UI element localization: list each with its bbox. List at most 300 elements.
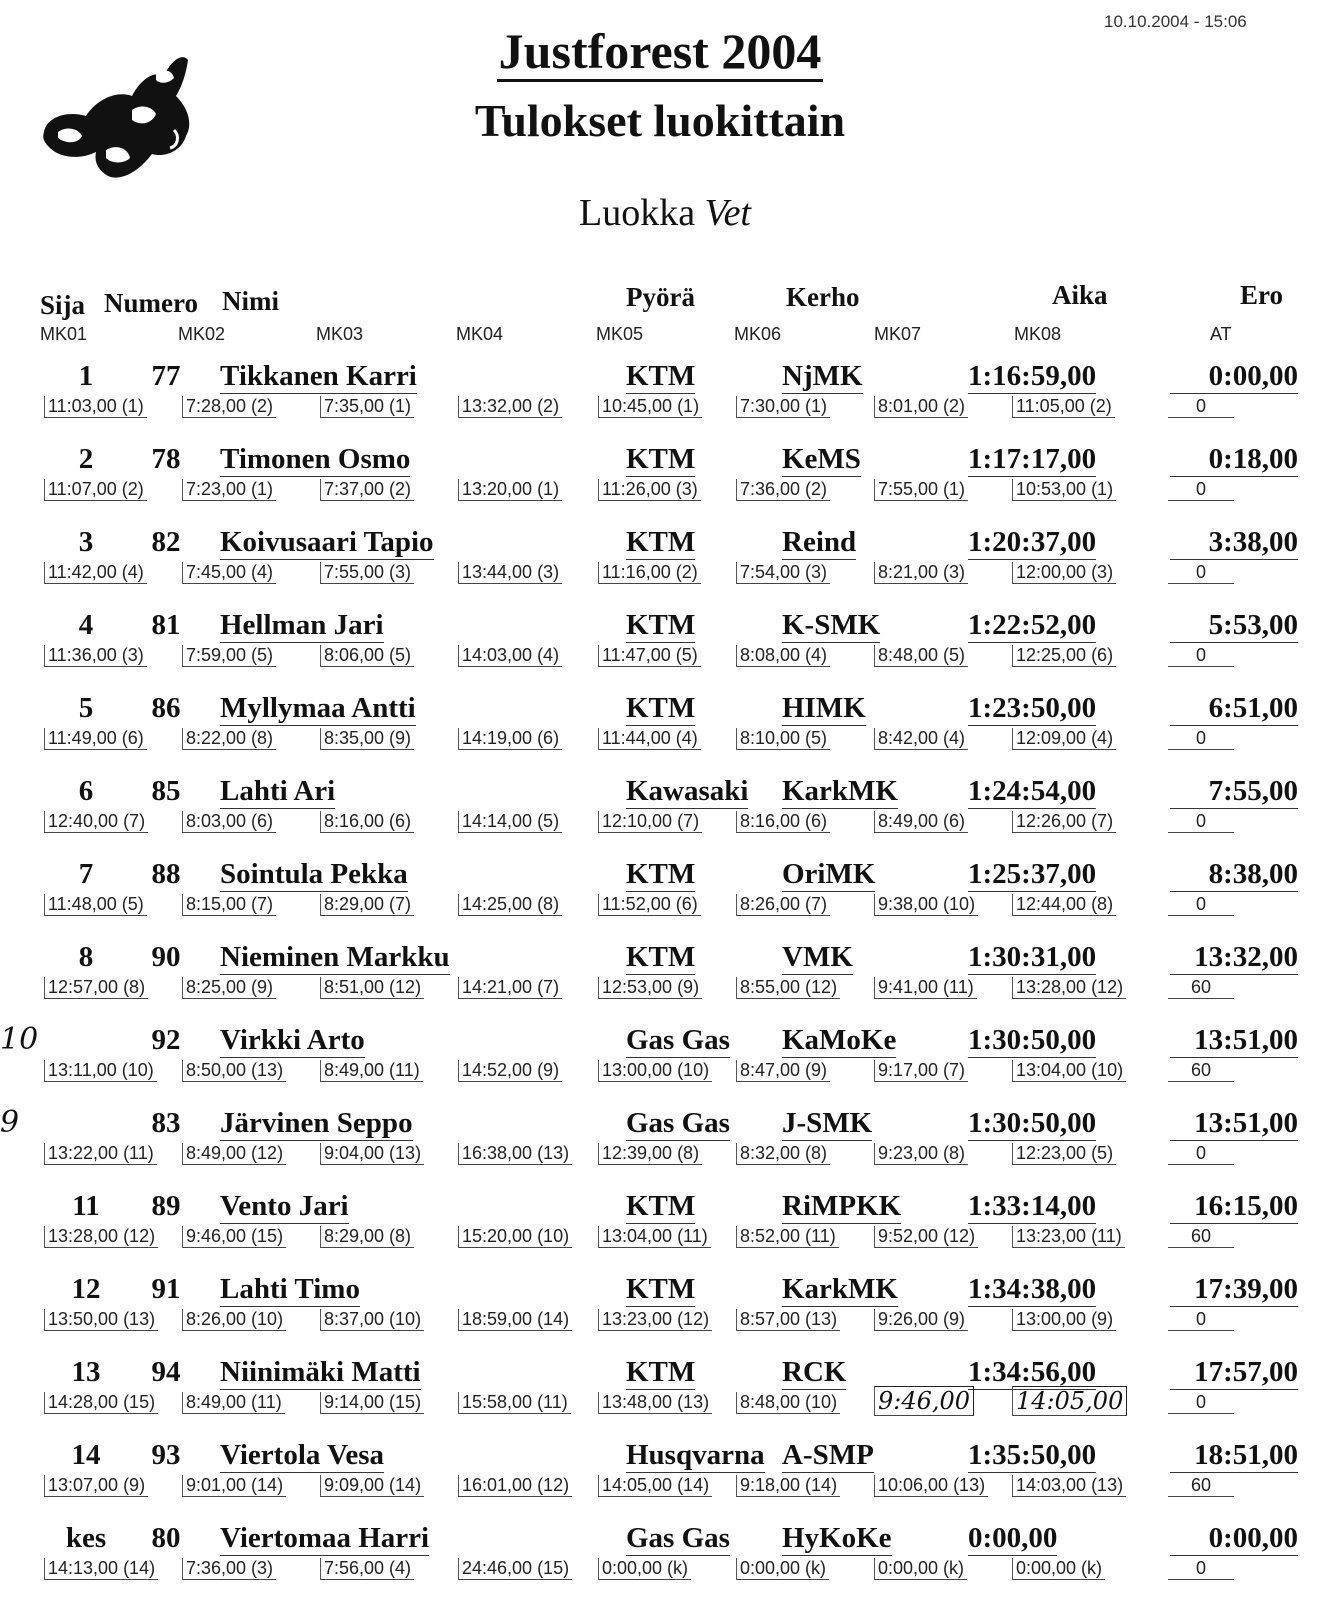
total-time: 0:00,00: [968, 1522, 1058, 1554]
result-row: [0, 1020, 1344, 1103]
rider-club: HIMK: [782, 692, 866, 724]
rider-name: Niinimäki Matti: [220, 1356, 421, 1388]
split-mk07: 9:41,00 (11): [874, 977, 977, 999]
rider-number: 78: [151, 443, 181, 475]
split-at: 0: [1168, 1392, 1234, 1414]
rider-number: 81: [151, 609, 181, 641]
rider-name: Lahti Ari: [220, 775, 336, 807]
rider-bike: Husqvarna: [626, 1439, 765, 1471]
split-mk02: 8:26,00 (10): [182, 1309, 286, 1331]
split-mk01: 11:07,00 (2): [44, 479, 147, 501]
header-mk06: MK06: [734, 324, 782, 344]
split-mk01: 12:57,00 (8): [44, 977, 148, 999]
time-gap: 13:32,00: [1170, 941, 1298, 975]
split-mk07: 9:38,00 (10): [874, 894, 978, 916]
rider-club: RiMPKK: [782, 1190, 902, 1222]
split-mk04: 15:20,00 (10): [458, 1226, 572, 1248]
split-mk07: 9:26,00 (9): [874, 1309, 968, 1331]
split-mk02: 8:22,00 (8): [182, 728, 276, 750]
split-mk03: 7:55,00 (3): [320, 562, 414, 584]
split-mk08: 12:44,00 (8): [1012, 894, 1116, 916]
rider-bike: KTM: [626, 1273, 696, 1305]
result-main-line: [0, 1269, 1344, 1309]
rider-position: 5: [78, 692, 94, 724]
split-mk04: 15:58,00 (11): [458, 1392, 571, 1414]
time-gap: 16:15,00: [1170, 1190, 1298, 1224]
split-times: [44, 1060, 1294, 1084]
rider-position: 8: [78, 941, 94, 973]
rider-club: KeMS: [782, 443, 861, 475]
time-gap: 6:51,00: [1170, 692, 1298, 726]
split-mk07: 0:00,00 (k): [874, 1558, 967, 1580]
result-row: [0, 356, 1344, 439]
split-mk03: 9:14,00 (15): [320, 1392, 424, 1414]
split-mk08: 12:00,00 (3): [1012, 562, 1116, 584]
header-mk03: MK03: [316, 324, 364, 344]
split-mk03: 7:56,00 (4): [320, 1558, 414, 1580]
split-at: 60: [1168, 1060, 1234, 1082]
total-time: 1:30:31,00: [968, 941, 1097, 973]
split-times: [44, 1309, 1294, 1333]
split-mk07: 9:17,00 (7): [874, 1060, 968, 1082]
rider-bike: Gas Gas: [626, 1024, 730, 1056]
split-at: 0: [1168, 1309, 1234, 1331]
page-title-text: Justforest 2004: [497, 23, 824, 82]
total-time: 1:22:52,00: [968, 609, 1097, 641]
split-mk08: 12:23,00 (5): [1012, 1143, 1116, 1165]
split-mk06: 8:16,00 (6): [736, 811, 830, 833]
split-mk01: 11:48,00 (5): [44, 894, 147, 916]
split-mk01: 11:49,00 (6): [44, 728, 147, 750]
time-gap: 8:38,00: [1170, 858, 1298, 892]
header-mk02: MK02: [178, 324, 226, 344]
split-mk06: 0:00,00 (k): [736, 1558, 829, 1580]
total-time: 1:34:38,00: [968, 1273, 1097, 1305]
rider-number: 77: [151, 360, 181, 392]
header-mk01: MK01: [40, 324, 88, 344]
result-main-line: [0, 1020, 1344, 1060]
result-row: [0, 688, 1344, 771]
rider-bike: KTM: [626, 609, 696, 641]
split-mk03: 7:37,00 (2): [320, 479, 414, 501]
rider-number: 85: [151, 775, 181, 807]
split-mk05: 13:00,00 (10): [598, 1060, 712, 1082]
class-label: Luokka: [578, 192, 696, 234]
split-at: 0: [1168, 894, 1234, 916]
split-mk03: 8:35,00 (9): [320, 728, 414, 750]
split-mk05: 11:16,00 (2): [598, 562, 701, 584]
rider-bike: KTM: [626, 526, 696, 558]
rider-position: 4: [78, 609, 94, 641]
split-mk03: 7:35,00 (1): [320, 396, 414, 418]
rider-name: Virkki Arto: [220, 1024, 365, 1056]
result-main-line: [0, 356, 1344, 396]
result-row: [0, 854, 1344, 937]
rider-position: 1: [78, 360, 94, 392]
time-gap: 13:51,00: [1170, 1107, 1298, 1141]
split-mk07: 8:42,00 (4): [874, 728, 968, 750]
header-sija: Sija: [40, 290, 86, 320]
split-mk02: 8:50,00 (13): [182, 1060, 286, 1082]
split-mk06: 8:26,00 (7): [736, 894, 830, 916]
split-mk04: 14:14,00 (5): [458, 811, 562, 833]
result-main-line: [0, 605, 1344, 645]
split-at: 60: [1168, 977, 1234, 999]
rider-bike: KTM: [626, 858, 696, 890]
split-mk03: 8:29,00 (7): [320, 894, 414, 916]
rider-bike: KTM: [626, 443, 696, 475]
result-main-line: [0, 1518, 1344, 1558]
rider-name: Järvinen Seppo: [220, 1107, 413, 1139]
result-main-line: [0, 1435, 1344, 1475]
split-mk01: 13:07,00 (9): [44, 1475, 148, 1497]
header-mk05: MK05: [596, 324, 644, 344]
rider-bike: Gas Gas: [626, 1107, 730, 1139]
split-mk03: 9:09,00 (14): [320, 1475, 424, 1497]
split-mk05: 11:26,00 (3): [598, 479, 701, 501]
rider-bike: Kawasaki: [626, 775, 749, 807]
split-mk05: 11:44,00 (4): [598, 728, 701, 750]
total-time: 1:34:56,00: [968, 1356, 1097, 1388]
rider-name: Myllymaa Antti: [220, 692, 416, 724]
split-mk06: 8:48,00 (10): [736, 1392, 840, 1414]
rider-number: 92: [151, 1024, 181, 1056]
split-times: [44, 1475, 1294, 1499]
split-mk01: 13:50,00 (13): [44, 1309, 158, 1331]
split-mk02: 8:25,00 (9): [182, 977, 276, 999]
time-gap: 7:55,00: [1170, 775, 1298, 809]
split-mk05: 12:39,00 (8): [598, 1143, 702, 1165]
total-time: 1:16:59,00: [968, 360, 1097, 392]
rider-position: 2: [78, 443, 94, 475]
total-time: 1:35:50,00: [968, 1439, 1097, 1471]
split-mk02: 8:49,00 (12): [182, 1143, 286, 1165]
split-mk05: 13:23,00 (12): [598, 1309, 712, 1331]
rider-club: OriMK: [782, 858, 876, 890]
results-subheader: [0, 324, 1344, 348]
rider-number: 80: [151, 1522, 181, 1554]
result-main-line: [0, 771, 1344, 811]
split-mk08: 14:05,00: [1012, 1386, 1127, 1416]
rider-name: Timonen Osmo: [220, 443, 411, 475]
split-mk04: 18:59,00 (14): [458, 1309, 572, 1331]
total-time: 1:30:50,00: [968, 1024, 1097, 1056]
header-mk08: MK08: [1014, 324, 1062, 344]
result-main-line: [0, 937, 1344, 977]
split-mk02: 7:28,00 (2): [182, 396, 276, 418]
split-mk05: 13:48,00 (13): [598, 1392, 712, 1414]
result-row: [0, 439, 1344, 522]
total-time: 1:24:54,00: [968, 775, 1097, 807]
class-name: Vet: [704, 192, 751, 234]
split-mk03: 8:16,00 (6): [320, 811, 414, 833]
split-mk07: 8:49,00 (6): [874, 811, 968, 833]
split-mk04: 16:38,00 (13): [458, 1143, 572, 1165]
split-mk05: 11:52,00 (6): [598, 894, 701, 916]
rider-number: 82: [151, 526, 181, 558]
split-at: 0: [1168, 396, 1234, 418]
split-mk06: 8:57,00 (13): [736, 1309, 840, 1331]
rider-number: 91: [151, 1273, 181, 1305]
header-nimi: Nimi: [222, 286, 279, 316]
result-main-line: [0, 854, 1344, 894]
total-time: 1:20:37,00: [968, 526, 1097, 558]
header-numero: Numero: [104, 288, 198, 318]
time-gap: 17:57,00: [1170, 1356, 1298, 1390]
rider-bike: KTM: [626, 1190, 696, 1222]
split-at: 0: [1168, 811, 1234, 833]
split-mk06: 8:10,00 (5): [736, 728, 830, 750]
split-mk02: 7:36,00 (3): [182, 1558, 276, 1580]
split-times: [44, 645, 1294, 669]
rider-position: 11: [72, 1190, 100, 1222]
split-mk01: 12:40,00 (7): [44, 811, 148, 833]
results-header: [0, 280, 1344, 322]
split-times: [44, 977, 1294, 1001]
rider-bike: KTM: [626, 941, 696, 973]
split-mk04: 14:52,00 (9): [458, 1060, 562, 1082]
result-row: [0, 522, 1344, 605]
total-time: 1:17:17,00: [968, 443, 1097, 475]
result-main-line: [0, 1186, 1344, 1226]
header-mk04: MK04: [456, 324, 504, 344]
split-mk05: 12:10,00 (7): [598, 811, 702, 833]
split-mk03: 8:37,00 (10): [320, 1309, 424, 1331]
result-row: [0, 937, 1344, 1020]
time-gap: 0:18,00: [1170, 443, 1298, 477]
rider-name: Vento Jari: [220, 1190, 349, 1222]
time-gap: 17:39,00: [1170, 1273, 1298, 1307]
split-mk02: 8:49,00 (11): [182, 1392, 285, 1414]
result-row: [0, 1269, 1344, 1352]
split-mk06: 9:18,00 (14): [736, 1475, 840, 1497]
rider-number: 86: [151, 692, 181, 724]
rider-club: J-SMK: [782, 1107, 873, 1139]
split-mk07: 9:52,00 (12): [874, 1226, 978, 1248]
split-mk08: 14:03,00 (13): [1012, 1475, 1126, 1497]
split-mk07: 10:06,00 (13): [874, 1475, 988, 1497]
split-times: [44, 894, 1294, 918]
time-gap: 0:00,00: [1170, 360, 1298, 394]
rider-number: 89: [151, 1190, 181, 1222]
rider-club: KarkMK: [782, 775, 898, 807]
split-times: [44, 1558, 1294, 1582]
split-times: [44, 396, 1294, 420]
time-gap: 5:53,00: [1170, 609, 1298, 643]
split-mk08: 12:09,00 (4): [1012, 728, 1116, 750]
rider-number: 93: [151, 1439, 181, 1471]
split-mk03: 8:29,00 (8): [320, 1226, 414, 1248]
rider-number: 94: [151, 1356, 181, 1388]
split-mk08: 10:53,00 (1): [1012, 479, 1116, 501]
rider-club: NjMK: [782, 360, 863, 392]
result-main-line: [0, 522, 1344, 562]
split-times: [44, 728, 1294, 752]
split-mk03: 9:04,00 (13): [320, 1143, 424, 1165]
print-timestamp: 10.10.2004 - 15:06: [1104, 12, 1247, 31]
split-mk02: 9:46,00 (15): [182, 1226, 286, 1248]
split-times: [44, 1226, 1294, 1250]
header-ero: Ero: [1240, 280, 1284, 310]
split-mk02: 7:23,00 (1): [182, 479, 276, 501]
split-mk02: 8:03,00 (6): [182, 811, 276, 833]
split-mk08: 13:00,00 (9): [1012, 1309, 1116, 1331]
split-mk02: 7:59,00 (5): [182, 645, 276, 667]
split-times: [44, 811, 1294, 835]
rider-name: Hellman Jari: [220, 609, 384, 641]
split-at: 0: [1168, 728, 1234, 750]
split-mk06: 8:08,00 (4): [736, 645, 830, 667]
split-mk01: 11:36,00 (3): [44, 645, 147, 667]
rider-bike: KTM: [626, 1356, 696, 1388]
split-mk08: 13:28,00 (12): [1012, 977, 1126, 999]
time-gap: 18:51,00: [1170, 1439, 1298, 1473]
split-mk01: 13:28,00 (12): [44, 1226, 158, 1248]
rider-number: 83: [151, 1107, 181, 1139]
split-mk05: 12:53,00 (9): [598, 977, 702, 999]
page-title: [0, 22, 1320, 80]
total-time: 1:25:37,00: [968, 858, 1097, 890]
split-times: [44, 1143, 1294, 1167]
split-mk01: 13:22,00 (11): [44, 1143, 157, 1165]
split-mk05: 11:47,00 (5): [598, 645, 701, 667]
split-mk07: 8:01,00 (2): [874, 396, 968, 418]
header-kerho: Kerho: [786, 282, 860, 312]
split-at: 0: [1168, 479, 1234, 501]
rider-position: 6: [78, 775, 94, 807]
header-aika: Aika: [1052, 280, 1108, 310]
split-mk07: 7:55,00 (1): [874, 479, 968, 501]
rider-name: Nieminen Markku: [220, 941, 450, 973]
handwritten-position-note: 10: [0, 1022, 39, 1057]
split-mk04: 16:01,00 (12): [458, 1475, 572, 1497]
result-main-line: [0, 439, 1344, 479]
split-mk04: 13:44,00 (3): [458, 562, 562, 584]
rider-bike: KTM: [626, 360, 696, 392]
split-mk03: 8:06,00 (5): [320, 645, 414, 667]
split-mk06: 7:54,00 (3): [736, 562, 830, 584]
handwritten-position-note: 9: [0, 1105, 20, 1140]
rider-club: KarkMK: [782, 1273, 898, 1305]
rider-bike: Gas Gas: [626, 1522, 730, 1554]
split-mk01: 11:03,00 (1): [44, 396, 147, 418]
total-time: 1:30:50,00: [968, 1107, 1097, 1139]
split-mk04: 14:03,00 (4): [458, 645, 562, 667]
rider-position: 7: [78, 858, 94, 890]
split-at: 0: [1168, 562, 1234, 584]
split-mk03: 8:49,00 (11): [320, 1060, 423, 1082]
result-main-line: [0, 1352, 1344, 1392]
split-mk08: 13:23,00 (11): [1012, 1226, 1125, 1248]
split-mk06: 7:36,00 (2): [736, 479, 830, 501]
split-at: 0: [1168, 645, 1234, 667]
split-mk02: 9:01,00 (14): [182, 1475, 286, 1497]
rider-bike: KTM: [626, 692, 696, 724]
split-mk03: 8:51,00 (12): [320, 977, 424, 999]
split-mk04: 14:19,00 (6): [458, 728, 562, 750]
header-pyora: Pyörä: [626, 282, 695, 312]
split-mk08: 0:00,00 (k): [1012, 1558, 1105, 1580]
result-main-line: [0, 688, 1344, 728]
rider-position: 13: [71, 1356, 101, 1388]
total-time: 1:23:50,00: [968, 692, 1097, 724]
rider-name: Tikkanen Karri: [220, 360, 417, 392]
rider-club: A-SMP: [782, 1439, 874, 1471]
rider-name: Sointula Pekka: [220, 858, 408, 890]
rider-number: 90: [151, 941, 181, 973]
rider-position: kes: [65, 1522, 107, 1554]
split-mk04: 13:32,00 (2): [458, 396, 562, 418]
result-row: [0, 1103, 1344, 1186]
rider-club: KaMoKe: [782, 1024, 897, 1056]
split-mk05: 13:04,00 (11): [598, 1226, 711, 1248]
split-mk01: 14:13,00 (14): [44, 1558, 158, 1580]
result-row: [0, 605, 1344, 688]
class-heading: [0, 190, 1330, 236]
split-mk07: 8:21,00 (3): [874, 562, 968, 584]
time-gap: 0:00,00: [1170, 1522, 1298, 1556]
split-mk06: 8:52,00 (11): [736, 1226, 839, 1248]
split-mk07: 8:48,00 (5): [874, 645, 968, 667]
rider-position: 3: [78, 526, 94, 558]
split-mk08: 13:04,00 (10): [1012, 1060, 1126, 1082]
rider-club: VMK: [782, 941, 853, 973]
header-at: AT: [1210, 324, 1232, 344]
split-mk02: 8:15,00 (7): [182, 894, 276, 916]
split-at: 60: [1168, 1475, 1234, 1497]
result-row: [0, 771, 1344, 854]
split-mk01: 13:11,00 (10): [44, 1060, 157, 1082]
split-mk01: 14:28,00 (15): [44, 1392, 158, 1414]
split-times: [44, 1387, 1294, 1416]
split-at: 0: [1168, 1558, 1234, 1580]
split-mk04: 13:20,00 (1): [458, 479, 562, 501]
result-row: [0, 1186, 1344, 1269]
split-mk05: 10:45,00 (1): [598, 396, 702, 418]
rider-number: 88: [151, 858, 181, 890]
total-time: 1:33:14,00: [968, 1190, 1097, 1222]
split-times: [44, 562, 1294, 586]
page-subtitle: Tulokset luokittain: [474, 95, 846, 146]
rider-club: HyKoKe: [782, 1522, 892, 1554]
split-mk02: 7:45,00 (4): [182, 562, 276, 584]
rider-club: K-SMK: [782, 609, 881, 641]
split-at: 60: [1168, 1226, 1234, 1248]
split-mk08: 12:25,00 (6): [1012, 645, 1116, 667]
split-mk06: 8:55,00 (12): [736, 977, 840, 999]
result-row: [0, 1352, 1344, 1435]
result-row: [0, 1518, 1344, 1601]
split-at: 0: [1168, 1143, 1234, 1165]
rider-name: Lahti Timo: [220, 1273, 360, 1305]
time-gap: 3:38,00: [1170, 526, 1298, 560]
split-mk01: 11:42,00 (4): [44, 562, 147, 584]
split-mk05: 0:00,00 (k): [598, 1558, 691, 1580]
results-list: [0, 356, 1344, 1601]
split-mk08: 12:26,00 (7): [1012, 811, 1116, 833]
split-mk06: 8:47,00 (9): [736, 1060, 830, 1082]
split-mk06: 8:32,00 (8): [736, 1143, 830, 1165]
split-mk07: 9:46,00: [874, 1386, 974, 1416]
rider-name: Viertomaa Harri: [220, 1522, 430, 1554]
rider-position: 12: [71, 1273, 101, 1305]
split-mk04: 14:21,00 (7): [458, 977, 562, 999]
split-mk04: 14:25,00 (8): [458, 894, 562, 916]
split-mk04: 24:46,00 (15): [458, 1558, 572, 1580]
rider-name: Viertola Vesa: [220, 1439, 385, 1471]
split-mk07: 9:23,00 (8): [874, 1143, 968, 1165]
header-mk07: MK07: [874, 324, 922, 344]
